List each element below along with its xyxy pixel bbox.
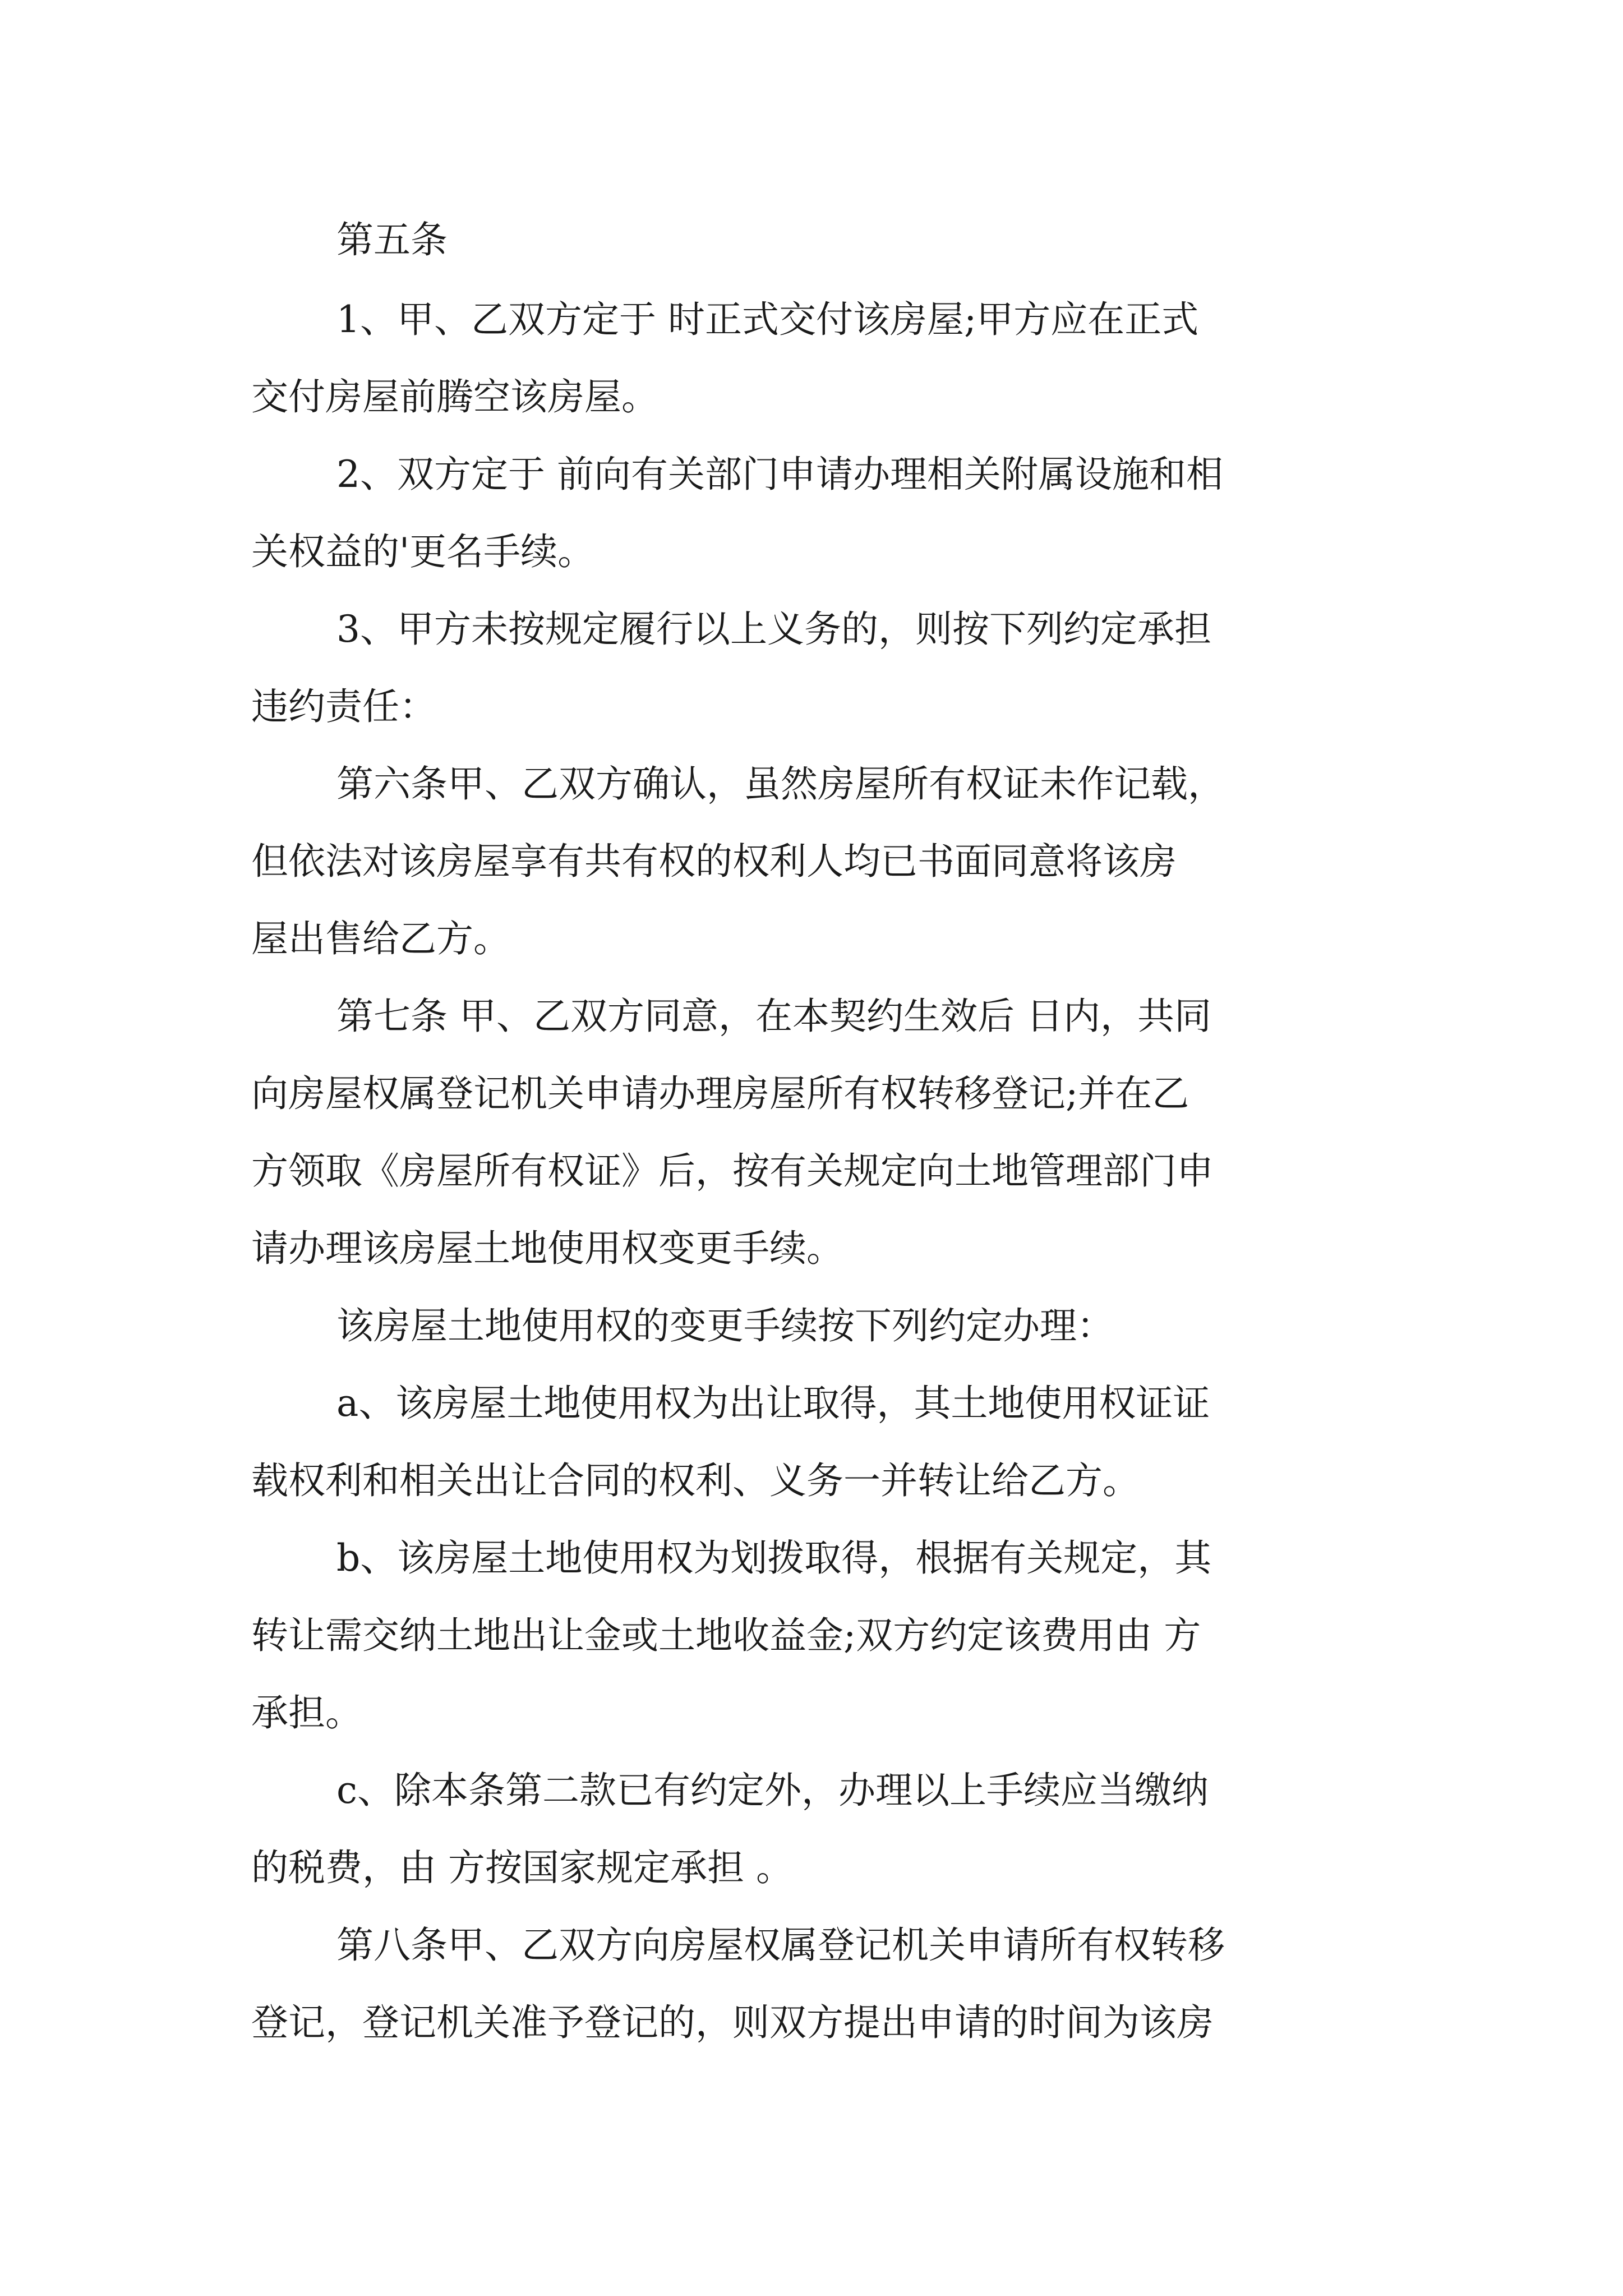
text-line: c、除本条第二款已有约定外，办理以上手续应当缴纳 bbox=[336, 1769, 1209, 1812]
text-line: 第八条甲、乙双方向房屋权属登记机关申请所有权转移 bbox=[336, 1924, 1225, 1967]
text-line: 登记，登记机关准予登记的，则双方提出申请的时间为该房 bbox=[251, 2001, 1214, 2044]
text-line: 的税费，由 方按国家规定承担 。 bbox=[251, 1846, 793, 1889]
text-line: 第五条 bbox=[336, 218, 448, 261]
text-line: 该房屋土地使用权的变更手续按下列约定办理： bbox=[336, 1304, 1114, 1347]
text-line: 向房屋权属登记机关申请办理房屋所有权转移登记;并在乙 bbox=[251, 1072, 1189, 1115]
text-line: 请办理该房屋土地使用权变更手续。 bbox=[251, 1227, 843, 1270]
text-line: 转让需交纳土地出让金或土地收益金;双方约定该费用由 方 bbox=[251, 1614, 1201, 1657]
text-line: 第六条甲、乙双方确认，虽然房屋所有权证未作记载， bbox=[336, 762, 1225, 806]
text-line: 3、甲方未按规定履行以上义务的，则按下列约定承担 bbox=[336, 608, 1211, 651]
text-line: 2、双方定于 前向有关部门申请办理相关附属设施和相 bbox=[336, 453, 1223, 496]
text-line: 方领取《房屋所有权证》后，按有关规定向土地管理部门申 bbox=[251, 1149, 1214, 1193]
text-line: b、该房屋土地使用权为划拨取得，根据有关规定，其 bbox=[336, 1536, 1212, 1580]
text-line: 载权利和相关出让合同的权利、义务一并转让给乙方。 bbox=[251, 1459, 1140, 1502]
text-line: a、该房屋土地使用权为出让取得，其土地使用权证证 bbox=[336, 1382, 1210, 1425]
text-line: 第七条 甲、乙双方同意，在本契约生效后 日内，共同 bbox=[336, 995, 1211, 1038]
text-line: 承担。 bbox=[251, 1691, 362, 1734]
text-line: 但依法对该房屋享有共有权的权利人均已书面同意将该房 bbox=[251, 840, 1177, 883]
text-line: 1、甲、乙双方定于 时正式交付该房屋;甲方应在正式 bbox=[336, 298, 1199, 341]
text-line: 屋出售给乙方。 bbox=[251, 917, 510, 960]
text-line: 交付房屋前腾空该房屋。 bbox=[251, 375, 658, 418]
text-line: 关权益的'更名手续。 bbox=[251, 530, 595, 573]
text-line: 违约责任： bbox=[251, 685, 436, 728]
